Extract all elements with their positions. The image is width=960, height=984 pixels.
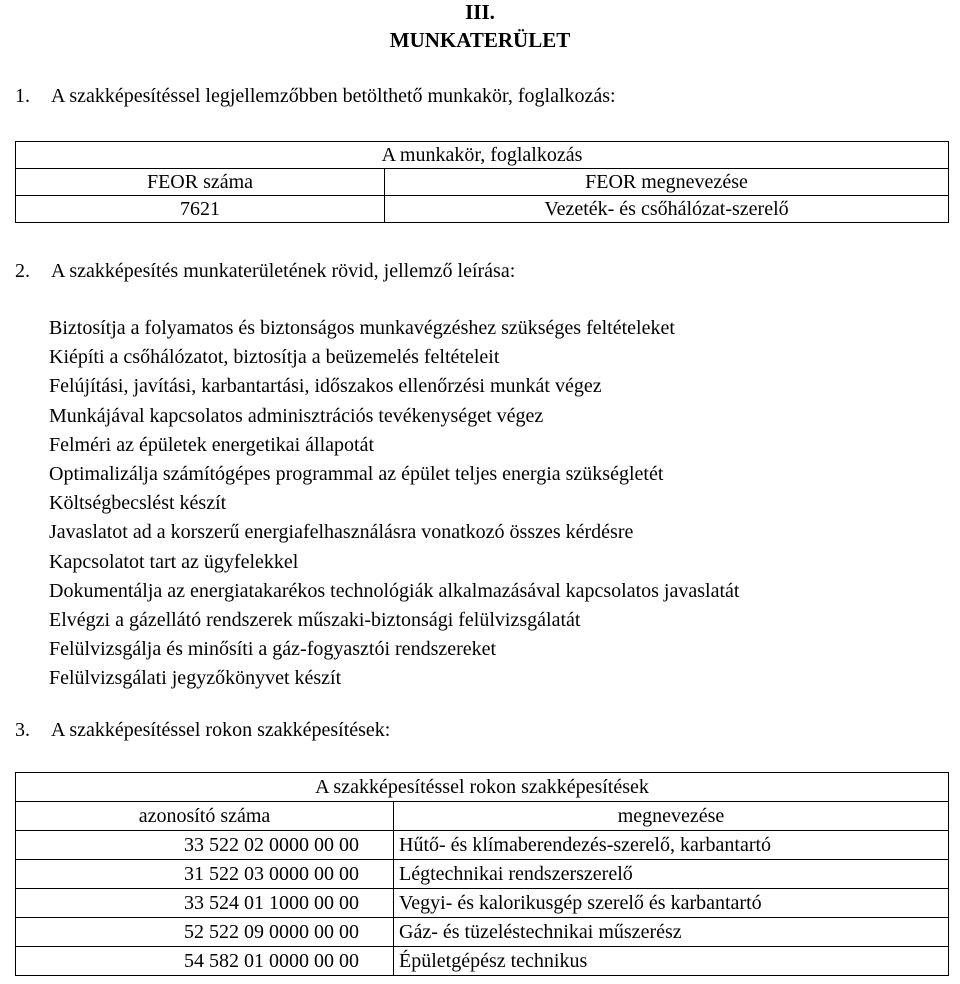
section-1-title-text: A szakképesítéssel legjellemzőbben betölthető munkakör, foglalkozás: — [51, 85, 616, 107]
list-item: Kiépíti a csőhálózatot, biztosítja a beüzemelés feltételeit — [49, 346, 500, 369]
table-row — [16, 889, 949, 918]
table-row — [16, 196, 949, 223]
list-item: Felméri az épületek energetikai állapotát — [49, 433, 375, 456]
table-row — [16, 831, 949, 860]
list-item: Felülvizsgálati jegyzőkönyvet készít — [49, 667, 342, 690]
feor-name-cell: Vezeték- és csőhálózat-szerelő — [385, 196, 949, 223]
list-item: Elvégzi a gázellátó rendszerek műszaki-biztonsági felülvizsgálatát — [49, 608, 581, 631]
column-header-feor-name: FEOR megnevezése — [385, 169, 949, 196]
roman-numeral-heading: III. — [465, 0, 495, 24]
qualification-id-cell: 54 582 01 0000 00 00 — [16, 947, 394, 976]
qualification-name-cell: Épületgépész technikus — [394, 947, 949, 976]
section-2-number: 2. — [15, 260, 30, 282]
list-item: Felújítási, javítási, karbantartási, időszakos ellenőrzési munkát végez — [49, 375, 602, 398]
list-item: Költségbecslést készít — [49, 492, 227, 515]
list-item: Biztosítja a folyamatos és biztonságos munkavégzéshez szükséges feltételeket — [49, 317, 675, 339]
qualification-id-cell: 33 522 02 0000 00 00 — [16, 831, 394, 860]
feor-number-cell: 7621 — [16, 196, 385, 223]
section-2-title — [15, 259, 515, 283]
related-table-caption: A szakképesítéssel rokon szakképesítések — [16, 773, 949, 802]
occupation-table — [15, 141, 949, 223]
table-row — [16, 860, 949, 889]
section-3-title — [15, 718, 390, 742]
list-item: Dokumentálja az energiatakarékos technológiák alkalmazásával kapcsolatos javaslatát — [49, 579, 740, 602]
related-qualifications-table — [15, 772, 949, 976]
occupation-table-caption: A munkakör, foglalkozás — [16, 142, 949, 169]
list-item: Munkájával kapcsolatos adminisztrációs tevékenységet végez — [49, 404, 544, 427]
qualification-name-cell: Légtechnikai rendszerszerelő — [394, 860, 949, 889]
qualification-id-cell: 31 522 03 0000 00 00 — [16, 860, 394, 889]
section-1-title — [15, 84, 616, 108]
qualification-id-cell: 33 524 01 1000 00 00 — [16, 889, 394, 918]
list-item: Optimalizálja számítógépes programmal az épület teljes energia szükségletét — [49, 462, 664, 485]
column-header-id-number: azonosító száma — [16, 802, 394, 831]
section-2-title-text: A szakképesítés munkaterületének rövid, jellemző leírása: — [51, 260, 516, 282]
column-header-name: megnevezése — [394, 802, 949, 831]
qualification-name-cell: Gáz- és tüzeléstechnikai műszerész — [394, 918, 949, 947]
table-row — [16, 918, 949, 947]
qualification-name-cell: Vegyi- és kalorikusgép szerelő és karbantartó — [394, 889, 949, 918]
column-header-feor-number: FEOR száma — [16, 169, 385, 196]
page-title: MUNKATERÜLET — [389, 28, 571, 52]
list-item: Kapcsolatot tart az ügyfelekkel — [49, 550, 299, 573]
qualification-name-cell: Hűtő- és klímaberendezés-szerelő, karbantartó — [394, 831, 949, 860]
qualification-id-cell: 52 522 09 0000 00 00 — [16, 918, 394, 947]
list-item: Felülvizsgálja és minősíti a gáz-fogyasztói rendszereket — [49, 638, 497, 661]
work-description-list — [49, 314, 739, 693]
table-row — [16, 947, 949, 976]
section-3-number: 3. — [15, 719, 30, 741]
section-1-number: 1. — [15, 85, 30, 107]
list-item: Javaslatot ad a korszerű energiafelhasználásra vonatkozó összes kérdésre — [49, 521, 634, 544]
section-3-title-text: A szakképesítéssel rokon szakképesítések: — [51, 719, 391, 741]
